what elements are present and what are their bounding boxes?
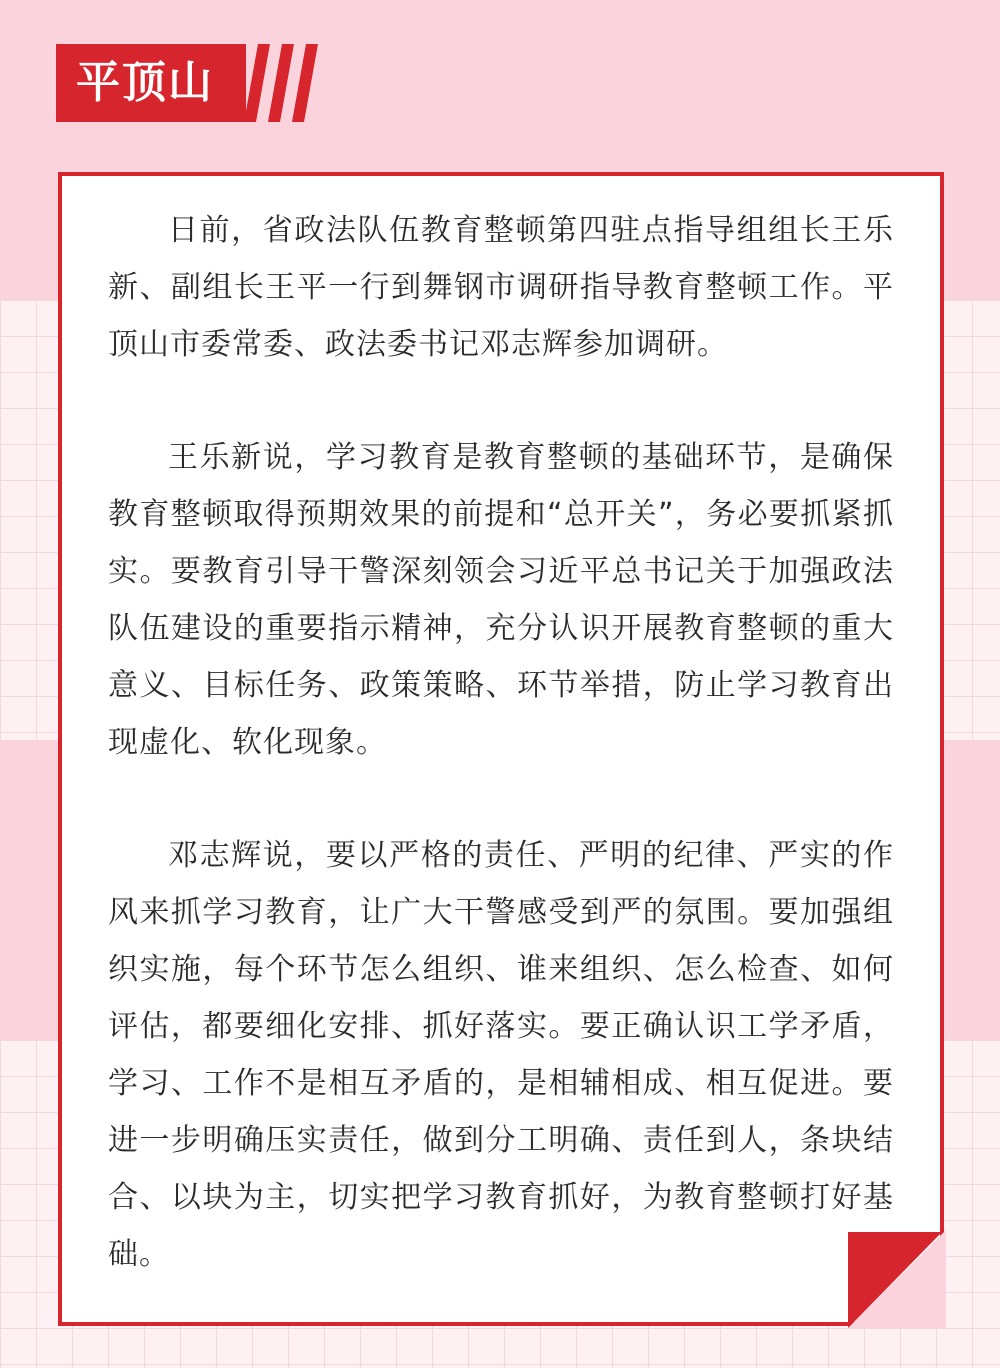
section-title: 平顶山 [76,57,214,108]
paragraph-1: 日前，省政法队伍教育整顿第四驻点指导组组长王乐新、副组长王平一行到舞钢市调研指导教育整顿工作。平顶山市委常委、政法委书记邓志辉参加调研。 [108,213,894,362]
paragraph-2: 王乐新说，学习教育是教育整顿的基础环节，是确保教育整顿取得预期效果的前提和“总开关”，务必要抓紧抓实。要教育引导干警深刻领会习近平总书记关于加强政法队伍建设的重要指示精神，充分认识开展教育整顿的重大意义、目标任务、政策策略、环节举措，防止学习教育出现虚化、软化现象。 [108,440,894,760]
diagonal-stripes-decoration [244,44,330,122]
paragraph-3: 邓志辉说，要以严格的责任、严明的纪律、严实的作风来抓学习教育，让广大干警感受到严的氛围。要加强组织实施，每个环节怎么组织、谁来组织、怎么检查、如何评估，都要细化安排、抓好落实。要正确认识工学矛盾，学习、工作不是相互矛盾的，是相辅相成、相互促进。要进一步明确压实责任，做到分工明确、责任到人，条块结合、以块为主，切实把学习教育抓好，为教育整顿打好基础。 [108,838,894,1272]
article-body [108,202,894,1339]
